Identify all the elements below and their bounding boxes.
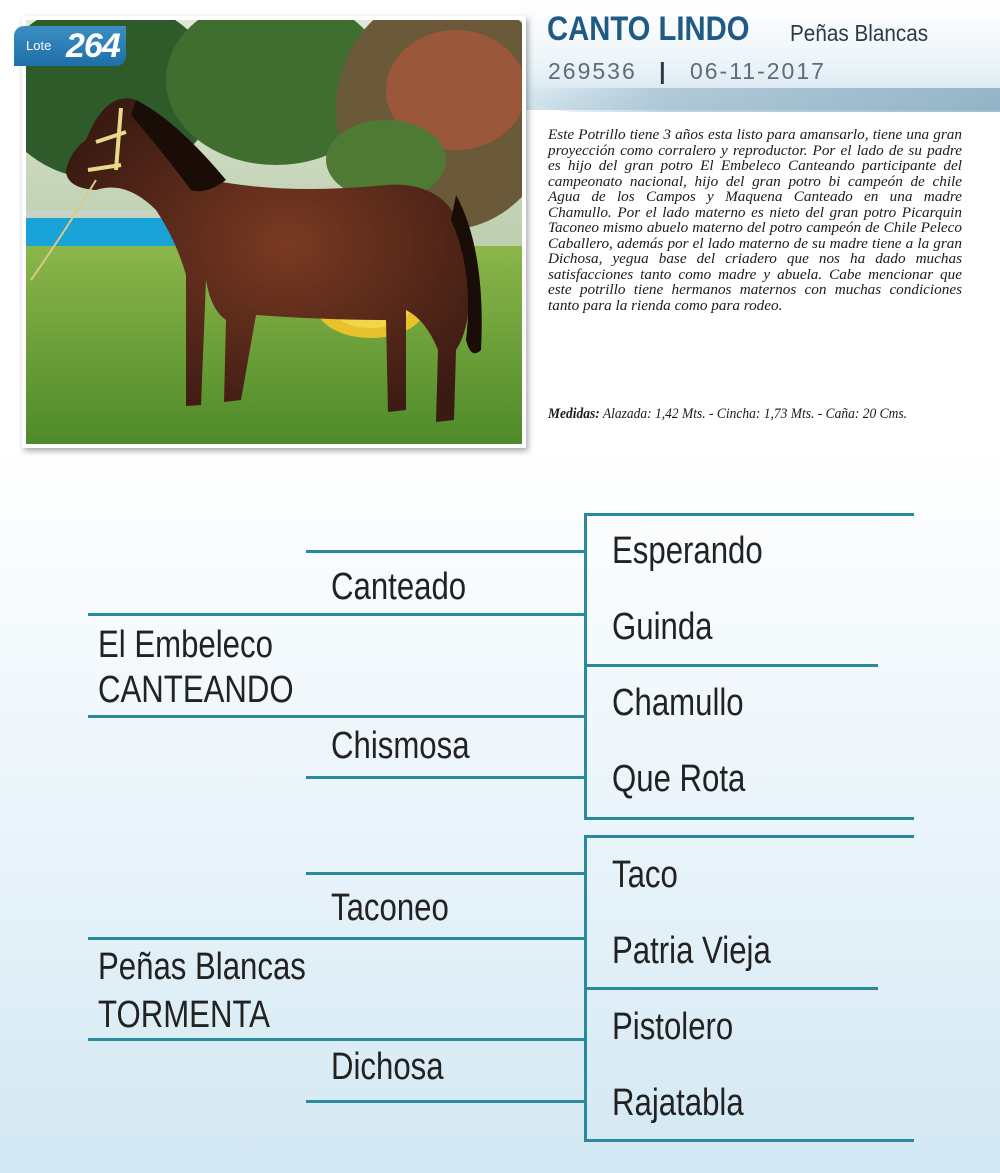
ped-line bbox=[306, 550, 586, 553]
ped-line bbox=[306, 776, 586, 779]
ped-sire-sire-dam: Guinda bbox=[612, 606, 713, 648]
ped-line bbox=[306, 1100, 586, 1103]
ped-dam-line2: TORMENTA bbox=[98, 994, 270, 1036]
lot-badge bbox=[14, 26, 126, 66]
ped-sire-sire: Canteado bbox=[331, 566, 467, 608]
ped-dam-sire-sire: Taco bbox=[612, 854, 678, 896]
ped-dam-dam-sire: Pistolero bbox=[612, 1006, 734, 1048]
measurements bbox=[548, 406, 935, 423]
ped-line bbox=[584, 817, 914, 820]
ped-sire-line2: CANTEANDO bbox=[98, 669, 294, 711]
ped-dam-dam-dam: Rajatabla bbox=[612, 1082, 744, 1124]
ped-dam-dam: Dichosa bbox=[331, 1046, 444, 1088]
ped-line bbox=[584, 1139, 914, 1142]
description-text: Este Potrillo tiene 3 años esta listo para amansarlo, tiene una gran proyección como corralero y reproductor. Por el lado de su padre es hijo del gran potro El Embeleco Canteando participante del campeonato nacional, hijo del gran potro bi campeón de chile Agua de los Campos y Maquena Canteado en una madre Chamullo. Por el lado materno es nieto del gran potro Picarquin Taconeo mismo abuelo materno del potro campeón de Chile Peleco Caballero, además por el lado materno de su madre tiene a la gran Dichosa, yegua base del criadero que nos ha dado muchas satisfacciones tanto como madre y abuela. Cabe mencionar que este potrillo tiene hermanos maternos con muchas condiciones tanto para la rienda como para rodeo. bbox=[548, 126, 962, 314]
ped-sire-sire-sire: Esperando bbox=[612, 530, 763, 572]
ped-line bbox=[88, 613, 586, 616]
header-band-shadow bbox=[520, 88, 1000, 112]
ped-line bbox=[584, 835, 914, 838]
ped-dam-line1: Peñas Blancas bbox=[98, 946, 306, 988]
registration-number: 269536 bbox=[548, 58, 637, 84]
ped-line bbox=[88, 937, 586, 940]
ped-sire-line1: El Embeleco bbox=[98, 624, 273, 666]
ped-sire-dam-dam: Que Rota bbox=[612, 758, 746, 800]
ped-dam-sire: Taconeo bbox=[331, 887, 449, 929]
separator: | bbox=[659, 58, 668, 84]
ped-line bbox=[584, 987, 878, 990]
ped-line bbox=[584, 513, 914, 516]
horse-photo bbox=[22, 16, 526, 448]
measurements-text: Alazada: 1,42 Mts. - Cincha: 1,73 Mts. - Caña: 20 Cms. bbox=[602, 406, 908, 422]
registration-line bbox=[548, 58, 826, 85]
ped-line bbox=[88, 715, 586, 718]
measurements-label: Medidas: bbox=[548, 406, 600, 422]
ped-sire-dam-sire: Chamullo bbox=[612, 682, 744, 724]
ped-line bbox=[584, 664, 878, 667]
breeder-name: Peñas Blancas bbox=[790, 20, 929, 46]
lot-label: Lote bbox=[26, 38, 52, 53]
ped-sire-dam: Chismosa bbox=[331, 725, 470, 767]
ped-line bbox=[88, 1038, 586, 1041]
ped-dam-sire-dam: Patria Vieja bbox=[612, 930, 771, 972]
lot-number: 264 bbox=[66, 27, 120, 65]
horse-name: CANTO LINDO bbox=[547, 10, 750, 48]
horse-image bbox=[26, 20, 522, 444]
ped-line bbox=[306, 872, 586, 875]
birth-date: 06-11-2017 bbox=[689, 58, 826, 84]
